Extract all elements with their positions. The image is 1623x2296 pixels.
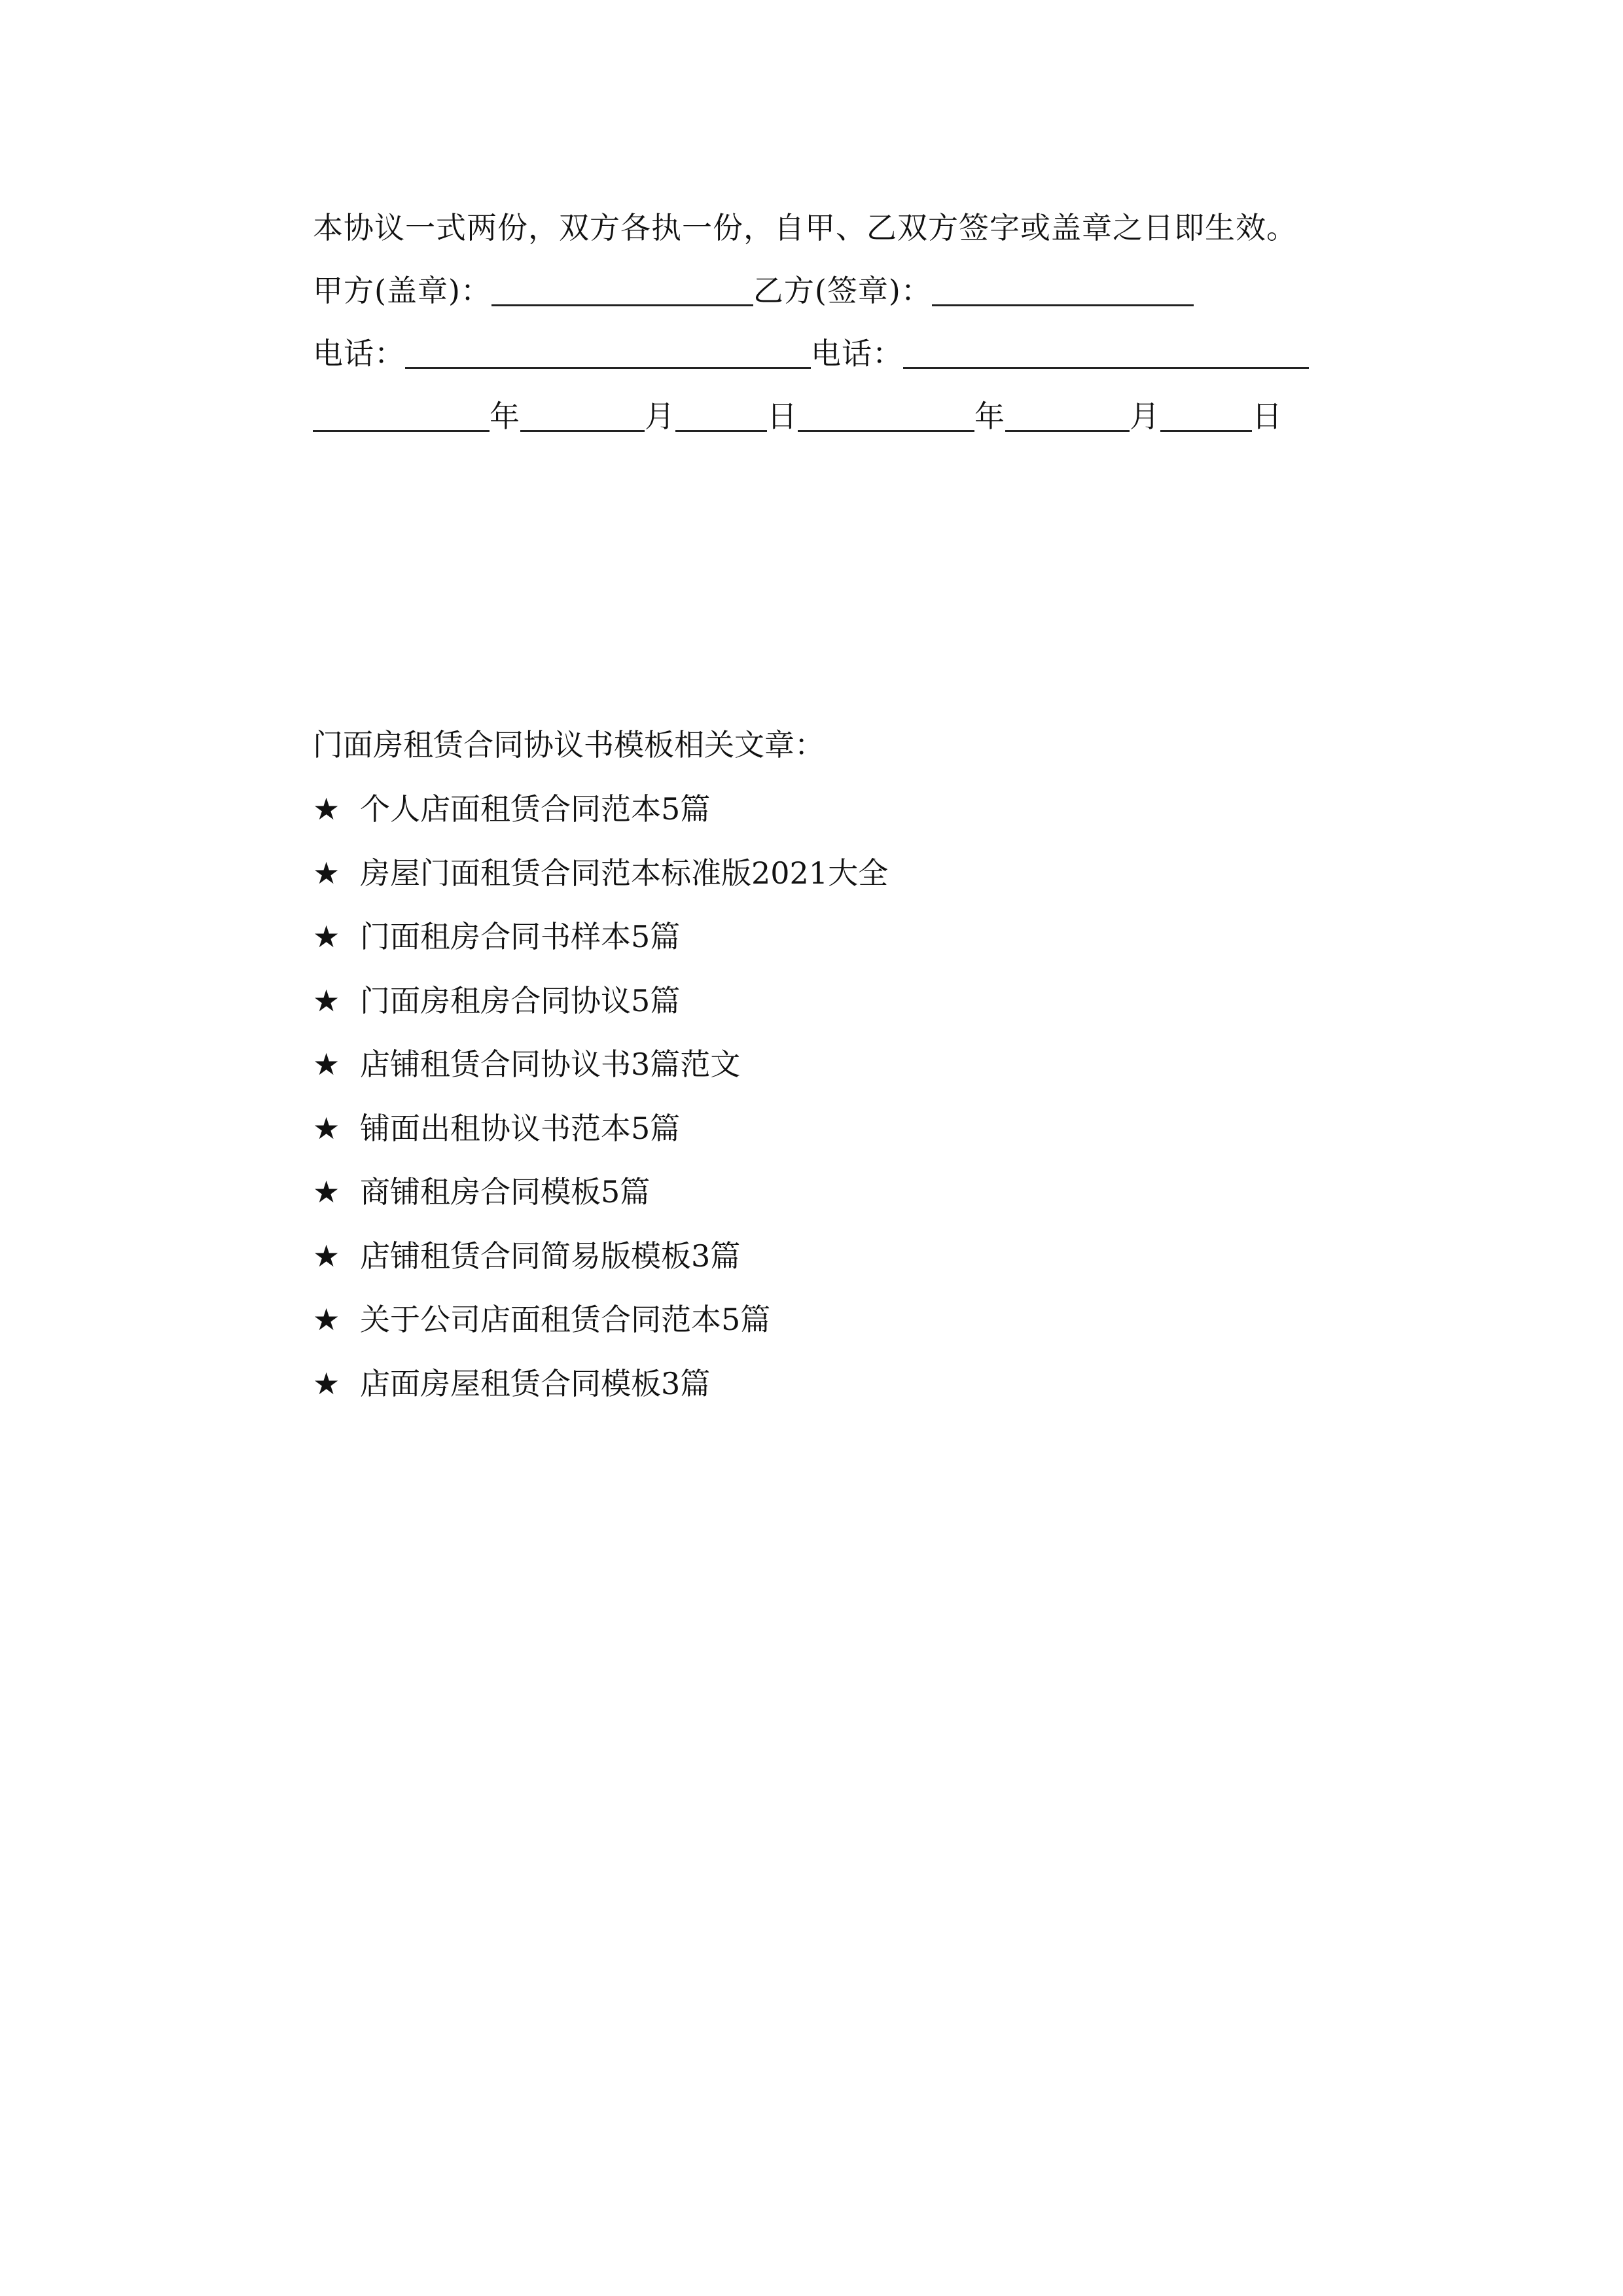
related-article-link[interactable]: 门面房租房合同协议5篇 — [360, 982, 681, 1018]
party-a-month-label: 月 — [645, 399, 675, 434]
related-article-item[interactable] — [313, 1160, 1360, 1225]
effect-clause: 本协议一式两份，双方各执一份，自甲、乙双方签字或盖章之日即生效。 — [313, 210, 1297, 245]
related-article-item[interactable] — [313, 905, 1360, 969]
party-b-signature-blank — [932, 272, 1194, 306]
party-a-month-blank — [520, 397, 645, 432]
party-b-day-blank — [1160, 397, 1252, 432]
star-icon: ★ — [313, 1047, 340, 1082]
document-content — [313, 196, 1360, 1416]
party-a-year-blank — [313, 397, 490, 432]
related-article-link[interactable]: 铺面出租协议书范本5篇 — [360, 1110, 681, 1146]
related-article-link[interactable]: 商铺租房合同模板5篇 — [360, 1174, 651, 1210]
related-article-link[interactable]: 店面房屋租赁合同模板3篇 — [360, 1365, 711, 1401]
party-b-label: 乙方(签章)： — [753, 273, 932, 308]
related-article-item[interactable] — [313, 1033, 1360, 1097]
star-icon: ★ — [313, 1365, 340, 1401]
related-article-item[interactable] — [313, 842, 1360, 906]
related-article-link[interactable]: 关于公司店面租赁合同范本5篇 — [360, 1302, 771, 1337]
related-articles-title: 门面房租赁合同协议书模板相关文章： — [313, 727, 825, 762]
party-b-year-blank — [798, 397, 974, 432]
star-icon: ★ — [313, 1174, 340, 1210]
related-article-item[interactable] — [313, 1288, 1360, 1352]
related-article-link[interactable]: 店铺租赁合同协议书3篇范文 — [360, 1047, 741, 1082]
related-article-link[interactable]: 个人店面租赁合同范本5篇 — [360, 791, 711, 827]
related-articles-list — [313, 778, 1360, 1416]
section-spacer — [313, 448, 1360, 713]
related-article-item[interactable] — [313, 1097, 1360, 1161]
related-article-link[interactable]: 店铺租赁合同简易版模板3篇 — [360, 1238, 741, 1274]
party-b-phone-label: 电话： — [811, 336, 903, 371]
related-article-item[interactable] — [313, 1352, 1360, 1416]
party-a-day-blank — [675, 397, 767, 432]
related-article-link[interactable]: 门面租房合同书样本5篇 — [360, 919, 681, 954]
star-icon: ★ — [313, 1302, 340, 1337]
star-icon: ★ — [313, 791, 340, 827]
star-icon: ★ — [313, 1110, 340, 1146]
party-a-phone-label: 电话： — [313, 336, 405, 371]
related-article-link[interactable]: 房屋门面租赁合同范本标准版2021大全 — [360, 855, 889, 891]
phone-line — [313, 322, 1360, 385]
related-article-item[interactable] — [313, 778, 1360, 842]
party-b-month-label: 月 — [1130, 399, 1160, 434]
star-icon: ★ — [313, 982, 340, 1018]
party-b-month-blank — [1005, 397, 1130, 432]
party-b-year-label: 年 — [974, 399, 1005, 434]
party-a-phone-blank — [405, 334, 811, 369]
party-a-label: 甲方(盖章)： — [313, 273, 491, 308]
party-b-phone-blank — [903, 334, 1309, 369]
party-a-day-label: 日 — [767, 399, 798, 434]
related-article-item[interactable] — [313, 969, 1360, 1033]
star-icon: ★ — [313, 1238, 340, 1274]
star-icon: ★ — [313, 919, 340, 954]
signature-line — [313, 259, 1360, 322]
party-a-signature-blank — [491, 272, 753, 306]
party-b-day-label: 日 — [1252, 399, 1283, 434]
party-a-year-label: 年 — [490, 399, 520, 434]
date-line — [313, 385, 1360, 448]
star-icon: ★ — [313, 855, 340, 891]
related-article-item[interactable] — [313, 1225, 1360, 1289]
